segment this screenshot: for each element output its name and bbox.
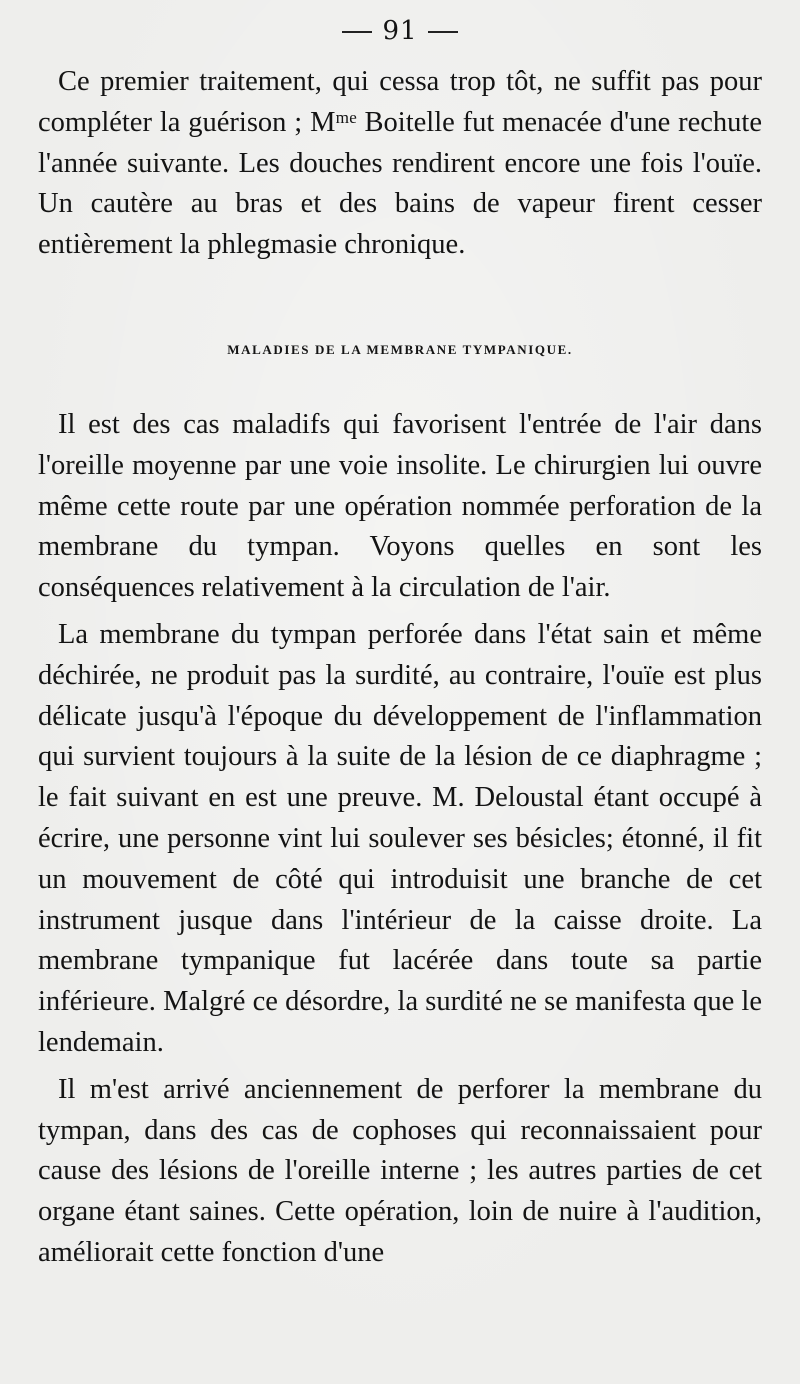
paragraph-2: La membrane du tympan perforée dans l'état sain et même déchirée, ne produit pas la surdité, au contraire, l'ouïe est plus délicate jusqu'à l'époque du développement de l'inflammation qui survient toujours à la suite de la lésion de ce diaphragme ; le fait suivant en est une preuve. M. Deloustal étant occupé à écrire, une personne vint lui soulever ses bésicles; étonné, il fit un mouvement de côté qui introduisit une branche de cet instrument jusque dans l'intérieur de la caisse droite. La membrane tympanique fut lacérée dans toute sa partie inférieure. Malgré ce désordre, la surdité ne se manifesta que le lendemain. [38, 618, 762, 1058]
paragraph-1: Il est des cas maladifs qui favorisent l'entrée de l'air dans l'oreille moyenne par une voie insolite. Le chirurgien lui ouvre même cette route par une opération nommée perforation de la membrane du tympan. Voyons quelles en sont les conséquences relativement à la circulation de l'air. [38, 409, 762, 604]
page-number [0, 16, 800, 46]
top-text-block [38, 62, 762, 266]
section-heading: MALADIES DE LA MEMBRANE TYMPANIQUE. [227, 342, 573, 357]
folio-dash-right [428, 31, 458, 33]
folio-dash-left [342, 31, 372, 33]
page-number-text: 91 [382, 16, 418, 46]
bottom-text-block [38, 405, 762, 1274]
paragraph-3: Il m'est arrivé anciennement de perforer la membrane du tympan, dans des cas de cophoses qui reconnaissaient pour cause des lésions de l'oreille interne ; les autres parties de cet organe étant saines. Cette opération, loin de nuire à l'audition, améliorait cette fonction d'une [38, 1073, 762, 1268]
paragraph-top-1: Ce premier traitement, qui cessa trop tôt, ne suffit pas pour compléter la guérison ; Mᵐᵉ Boitelle fut menacée d'une rechute l'année suivante. Les douches rendirent encore une fois l'ouïe. Un cautère au bras et des bains de vapeur firent cesser entièrement la phlegmasie chronique. [38, 66, 762, 261]
